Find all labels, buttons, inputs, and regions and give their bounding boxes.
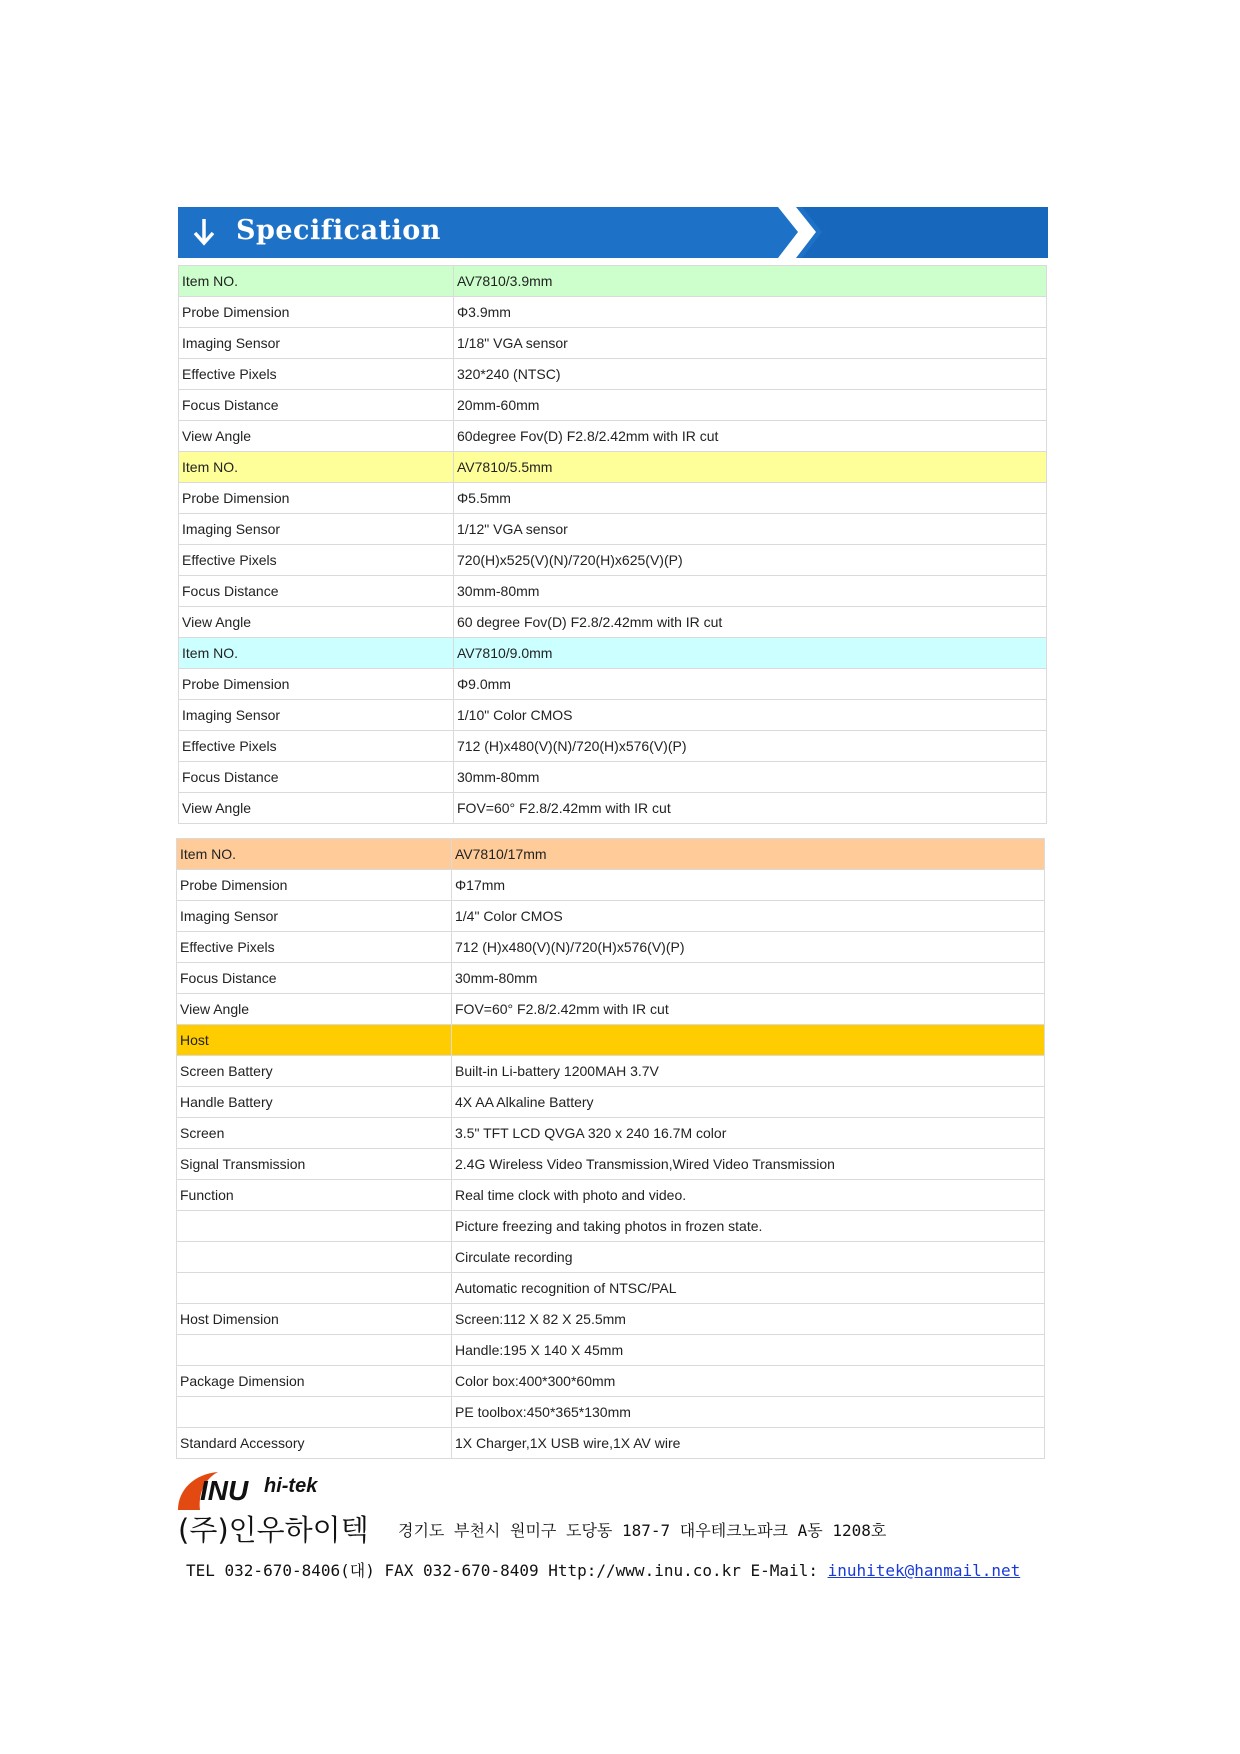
spec-value: 30mm-80mm	[454, 576, 1047, 607]
table-row	[179, 328, 1047, 359]
spec-label	[177, 1335, 452, 1366]
spec-table-host	[176, 838, 1045, 1459]
spec-value: Automatic recognition of NTSC/PAL	[452, 1273, 1045, 1304]
spec-value: 30mm-80mm	[454, 762, 1047, 793]
spec-value: Φ17mm	[452, 870, 1045, 901]
table-row	[177, 901, 1045, 932]
table-row	[179, 421, 1047, 452]
spec-label: Function	[177, 1180, 452, 1211]
table-row	[179, 297, 1047, 328]
section-title: Specification	[236, 215, 441, 246]
table-row	[177, 1273, 1045, 1304]
table-row	[179, 576, 1047, 607]
table-row	[177, 1180, 1045, 1211]
company-address: 경기도 부천시 원미구 도당동 187-7 대우테크노파크 A동 1208호	[398, 1521, 887, 1540]
spec-label: Item NO.	[179, 452, 454, 483]
spec-value: 1/18" VGA sensor	[454, 328, 1047, 359]
table-row	[177, 1304, 1045, 1335]
spec-table-probes	[178, 265, 1047, 824]
table-row	[177, 1428, 1045, 1459]
spec-value: 1/4" Color CMOS	[452, 901, 1045, 932]
table-row	[177, 963, 1045, 994]
table-row	[177, 1087, 1045, 1118]
spec-value: 320*240 (NTSC)	[454, 359, 1047, 390]
table-row	[177, 839, 1045, 870]
table-row	[177, 1335, 1045, 1366]
spec-label: View Angle	[177, 994, 452, 1025]
spec-value: 2.4G Wireless Video Transmission,Wired Video Transmission	[452, 1149, 1045, 1180]
spec-value: 30mm-80mm	[452, 963, 1045, 994]
spec-value: Built-in Li-battery 1200MAH 3.7V	[452, 1056, 1045, 1087]
spec-label: Item NO.	[177, 839, 452, 870]
spec-value: Real time clock with photo and video.	[452, 1180, 1045, 1211]
spec-label: Focus Distance	[179, 576, 454, 607]
table-row	[177, 1211, 1045, 1242]
spec-label: View Angle	[179, 607, 454, 638]
table-row	[177, 1056, 1045, 1087]
spec-value: 1/10" Color CMOS	[454, 700, 1047, 731]
table-row	[179, 514, 1047, 545]
spec-label: Probe Dimension	[179, 483, 454, 514]
spec-label: Imaging Sensor	[179, 514, 454, 545]
table-row	[177, 1025, 1045, 1056]
spec-label: Signal Transmission	[177, 1149, 452, 1180]
spec-label	[177, 1273, 452, 1304]
table-row	[177, 1242, 1045, 1273]
spec-value: 4X AA Alkaline Battery	[452, 1087, 1045, 1118]
spec-label: Probe Dimension	[179, 669, 454, 700]
spec-value: Φ5.5mm	[454, 483, 1047, 514]
spec-label: Focus Distance	[179, 390, 454, 421]
spec-label: Probe Dimension	[179, 297, 454, 328]
company-logo	[176, 1470, 346, 1512]
spec-label: Imaging Sensor	[179, 700, 454, 731]
spec-label: Effective Pixels	[179, 545, 454, 576]
spec-value: AV7810/17mm	[452, 839, 1045, 870]
spec-label: Screen	[177, 1118, 452, 1149]
spec-label: Effective Pixels	[179, 731, 454, 762]
table-row	[179, 359, 1047, 390]
spec-label: Effective Pixels	[177, 932, 452, 963]
spec-label: Effective Pixels	[179, 359, 454, 390]
spec-value: 60 degree Fov(D) F2.8/2.42mm with IR cut	[454, 607, 1047, 638]
spec-value: AV7810/3.9mm	[454, 266, 1047, 297]
table-row	[179, 266, 1047, 297]
table-row	[177, 1118, 1045, 1149]
spec-label: Host Dimension	[177, 1304, 452, 1335]
spec-label: Package Dimension	[177, 1366, 452, 1397]
spec-value: Φ3.9mm	[454, 297, 1047, 328]
spec-value: FOV=60° F2.8/2.42mm with IR cut	[452, 994, 1045, 1025]
spec-value: Φ9.0mm	[454, 669, 1047, 700]
spec-value: 712 (H)x480(V)(N)/720(H)x576(V)(P)	[452, 932, 1045, 963]
spec-label: Focus Distance	[177, 963, 452, 994]
spec-label: Item NO.	[179, 638, 454, 669]
table-row	[177, 1397, 1045, 1428]
table-row	[177, 1366, 1045, 1397]
table-row	[177, 932, 1045, 963]
spec-value	[452, 1025, 1045, 1056]
table-row	[177, 870, 1045, 901]
logo-inu-text: INU	[200, 1475, 249, 1506]
spec-value: FOV=60° F2.8/2.42mm with IR cut	[454, 793, 1047, 824]
arrow-down-icon	[190, 213, 218, 251]
spec-value: Handle:195 X 140 X 45mm	[452, 1335, 1045, 1366]
spec-label	[177, 1211, 452, 1242]
table-row	[179, 607, 1047, 638]
spec-value: Color box:400*300*60mm	[452, 1366, 1045, 1397]
table-row	[179, 762, 1047, 793]
spec-value: PE toolbox:450*365*130mm	[452, 1397, 1045, 1428]
table-row	[179, 638, 1047, 669]
spec-value: AV7810/5.5mm	[454, 452, 1047, 483]
contact-line	[186, 1558, 1020, 1581]
spec-value: 720(H)x525(V)(N)/720(H)x625(V)(P)	[454, 545, 1047, 576]
spec-label: Probe Dimension	[177, 870, 452, 901]
spec-label: Host	[177, 1025, 452, 1056]
spec-label: Screen Battery	[177, 1056, 452, 1087]
table-row	[177, 994, 1045, 1025]
spec-value: Screen:112 X 82 X 25.5mm	[452, 1304, 1045, 1335]
spec-label	[177, 1397, 452, 1428]
spec-label: Item NO.	[179, 266, 454, 297]
logo-tagline-text: hi-tek	[264, 1475, 318, 1497]
spec-value: Picture freezing and taking photos in frozen state.	[452, 1211, 1045, 1242]
spec-value: 1X Charger,1X USB wire,1X AV wire	[452, 1428, 1045, 1459]
table-row	[179, 793, 1047, 824]
spec-label: Imaging Sensor	[177, 901, 452, 932]
spec-label: View Angle	[179, 793, 454, 824]
table-row	[177, 1149, 1045, 1180]
chevron-right-icon	[778, 207, 1048, 258]
table-row	[179, 452, 1047, 483]
email-link[interactable]: inuhitek@hanmail.net	[827, 1561, 1021, 1580]
spec-label: View Angle	[179, 421, 454, 452]
spec-value: 3.5" TFT LCD QVGA 320 x 240 16.7M color	[452, 1118, 1045, 1149]
spec-value: 712 (H)x480(V)(N)/720(H)x576(V)(P)	[454, 731, 1047, 762]
spec-label: Imaging Sensor	[179, 328, 454, 359]
spec-label: Focus Distance	[179, 762, 454, 793]
spec-value: Circulate recording	[452, 1242, 1045, 1273]
spec-label: Handle Battery	[177, 1087, 452, 1118]
spec-label: Standard Accessory	[177, 1428, 452, 1459]
table-row	[179, 545, 1047, 576]
contact-info: TEL 032-670-8406(대) FAX 032-670-8409 Http://www.inu.co.kr E-Mail:	[186, 1561, 828, 1580]
table-row	[179, 700, 1047, 731]
spec-value: 1/12" VGA sensor	[454, 514, 1047, 545]
specification-banner	[178, 207, 1048, 258]
company-name: (주)인우하이텍	[178, 1513, 369, 1547]
table-row	[179, 731, 1047, 762]
spec-value: 60degree Fov(D) F2.8/2.42mm with IR cut	[454, 421, 1047, 452]
table-row	[179, 669, 1047, 700]
spec-value: 20mm-60mm	[454, 390, 1047, 421]
table-row	[179, 483, 1047, 514]
spec-label	[177, 1242, 452, 1273]
spec-value: AV7810/9.0mm	[454, 638, 1047, 669]
table-row	[179, 390, 1047, 421]
